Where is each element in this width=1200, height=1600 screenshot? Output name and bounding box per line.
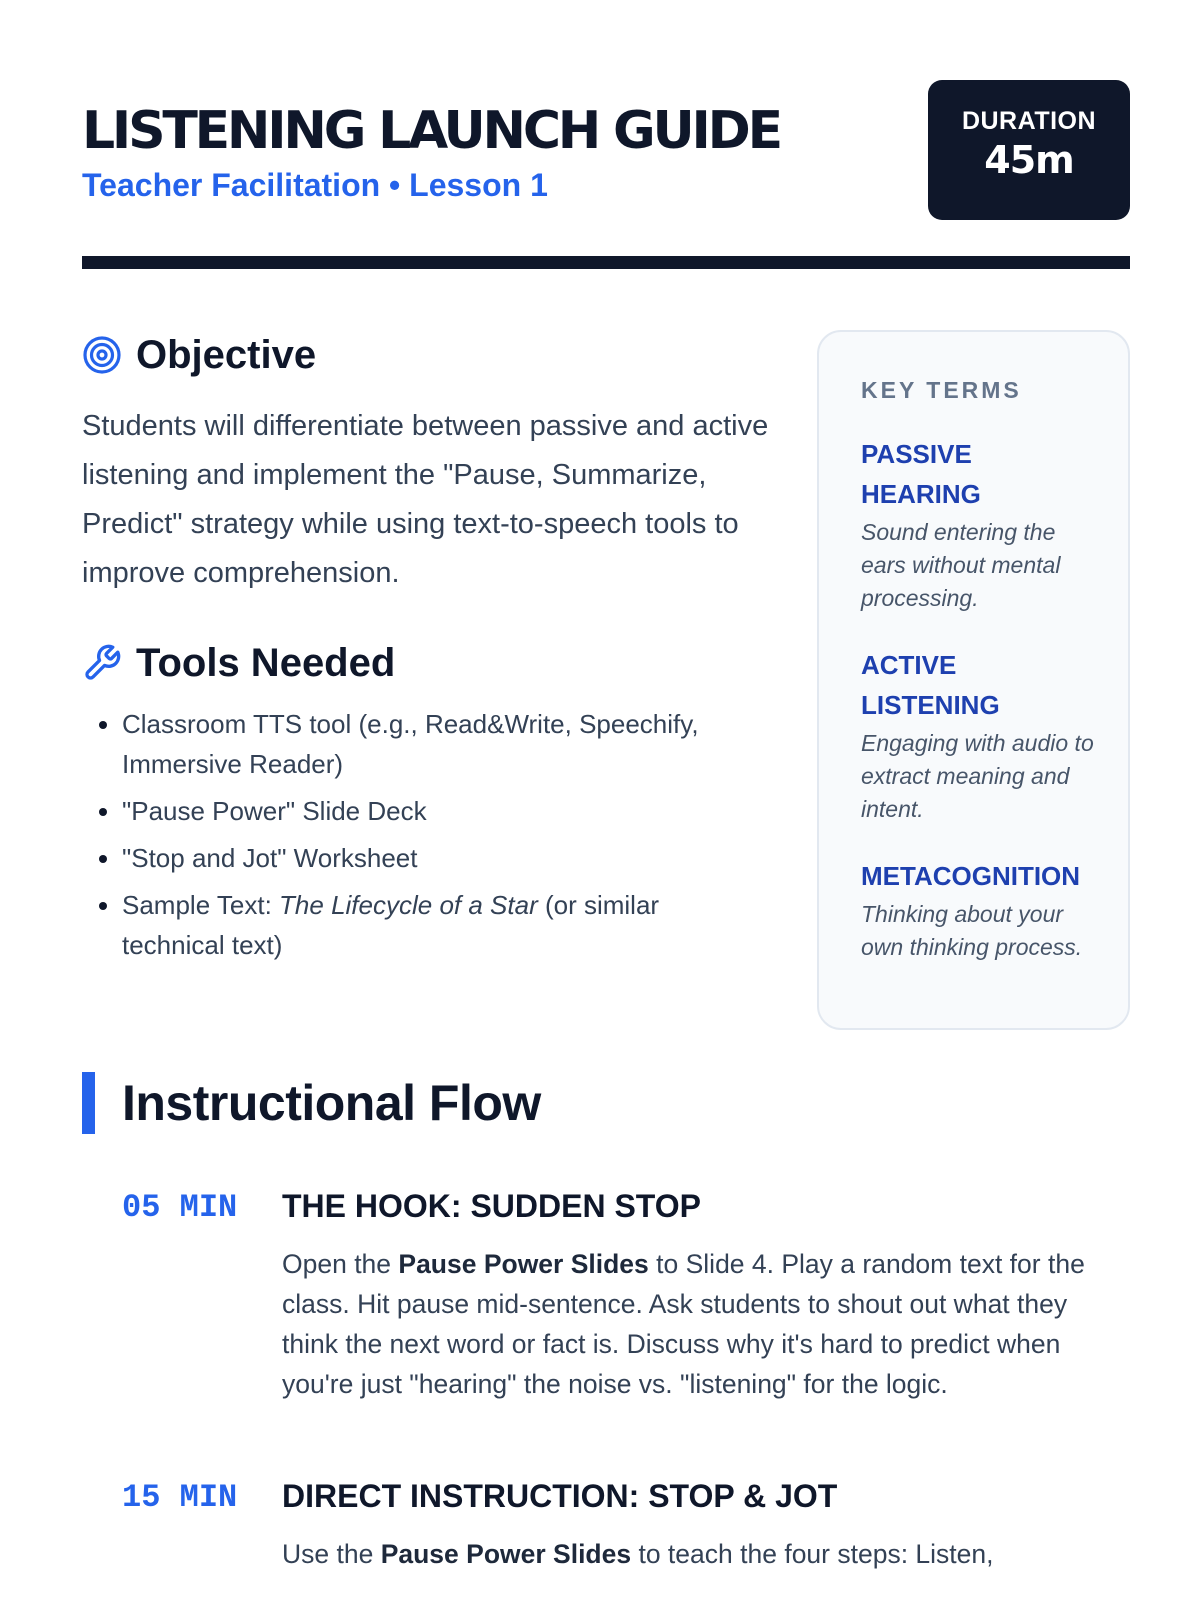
list-item bbox=[122, 885, 762, 965]
lesson-guide-page bbox=[82, 80, 1130, 1569]
duration-badge bbox=[928, 80, 1130, 220]
duration-label: DURATION bbox=[961, 107, 1097, 135]
left-column bbox=[82, 330, 769, 972]
tools-list bbox=[82, 704, 762, 965]
term-active-listening bbox=[861, 645, 1098, 826]
step-body bbox=[282, 1184, 1130, 1404]
duration-value: 45m bbox=[984, 138, 1074, 182]
objective-text: Students will differentiate between passive and active listening and implement the "Pause, Summarize, Predict" strategy while using text-to-speech tools to improve comprehension. bbox=[82, 410, 769, 589]
flow-step-hook bbox=[82, 1184, 1130, 1404]
flow-step-direct-instruction bbox=[82, 1474, 1130, 1574]
step-time: 15 MIN bbox=[122, 1479, 238, 1516]
step-text-part: Use the bbox=[282, 1539, 381, 1569]
step-text-part: Open the bbox=[282, 1249, 399, 1279]
page-subtitle: Teacher Facilitation • Lesson 1 bbox=[82, 167, 548, 203]
step-text bbox=[282, 1244, 1127, 1404]
step-title: THE HOOK: SUDDEN STOP bbox=[282, 1188, 701, 1224]
sample-text-prefix: Sample Text: bbox=[122, 890, 280, 920]
target-icon bbox=[82, 335, 122, 375]
flow-accent-bar bbox=[82, 1072, 95, 1134]
term-definition: Thinking about your own thinking process. bbox=[861, 901, 1083, 960]
list-item: • "Pause Power" Slide Deck bbox=[122, 791, 762, 831]
term-passive-hearing bbox=[861, 434, 1098, 615]
header-divider bbox=[82, 256, 1130, 269]
objective-title: Objective bbox=[136, 333, 317, 377]
step-time: 05 MIN bbox=[122, 1189, 238, 1226]
term-name: METACOGNITION bbox=[861, 861, 1081, 891]
step-text-part: to teach the four steps: Listen, bbox=[631, 1539, 994, 1569]
header bbox=[82, 80, 1130, 220]
term-metacognition bbox=[861, 856, 1098, 964]
step-text-bold: Pause Power Slides bbox=[380, 1539, 632, 1569]
step-title: DIRECT INSTRUCTION: STOP & JOT bbox=[282, 1478, 838, 1514]
sample-text-suffix: (or similar technical text) bbox=[122, 890, 660, 960]
term-name: PASSIVE HEARING bbox=[861, 439, 981, 509]
key-terms-card bbox=[817, 330, 1130, 1030]
list-item: • "Stop and Jot" Worksheet bbox=[122, 838, 762, 878]
tools-title: Tools Needed bbox=[136, 641, 396, 685]
flow-heading bbox=[82, 1072, 1130, 1134]
step-text-bold: Pause Power Slides bbox=[398, 1249, 649, 1279]
step-text bbox=[282, 1534, 1127, 1574]
step-body bbox=[282, 1474, 1130, 1574]
objective-heading bbox=[82, 330, 762, 380]
key-terms-label: KEY TERMS bbox=[861, 377, 1022, 403]
term-name: ACTIVE LISTENING bbox=[861, 650, 1000, 720]
page-title: LISTENING LAUNCH GUIDE bbox=[82, 101, 780, 161]
sample-text-title: The Lifecycle of a Star bbox=[279, 890, 538, 920]
step-text-part: to Slide 4. Play a random text for the class. Hit pause mid-sentence. Ask students to shout out what they think the next word or fact is. Discuss why it's hard to predict when you're just "hearing" the noise vs. "listening" for the logic. bbox=[282, 1249, 1085, 1399]
instructional-flow bbox=[82, 1072, 1130, 1574]
tools-heading bbox=[82, 638, 762, 688]
term-definition: Sound entering the ears without mental processing. bbox=[861, 519, 1061, 611]
list-item: • Classroom TTS tool (e.g., Read&Write, Speechify, Immersive Reader) bbox=[122, 704, 762, 784]
flow-title: Instructional Flow bbox=[122, 1075, 541, 1131]
term-definition: Engaging with audio to extract meaning and intent. bbox=[861, 730, 1094, 822]
wrench-icon bbox=[82, 643, 122, 683]
